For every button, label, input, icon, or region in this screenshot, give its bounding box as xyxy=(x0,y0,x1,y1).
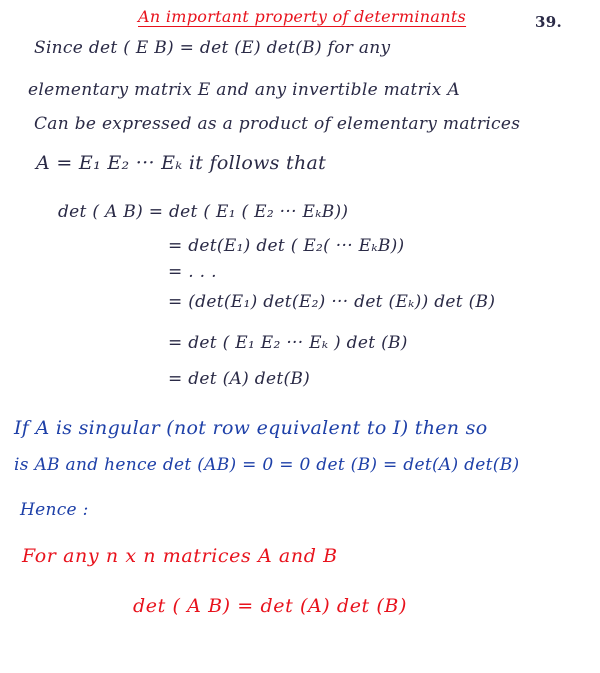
page-number: 39. xyxy=(535,13,562,31)
text-line: A = E₁ E₂ ··· Eₖ it follows that xyxy=(36,152,327,174)
equation-line: = det ( E₁ E₂ ··· Eₖ ) det (B) xyxy=(168,333,408,353)
text-line: elementary matrix E and any invertible matrix A xyxy=(28,80,460,100)
text-line: If A is singular (not row equivalent to I) then so xyxy=(14,417,488,439)
equation-line: = det (A) det(B) xyxy=(168,369,311,389)
text-line: is AB and hence det (AB) = 0 = 0 det (B) = det(A) det(B) xyxy=(14,455,520,475)
text-line: Can be expressed as a product of elementary matrices xyxy=(34,114,521,134)
theorem-formula: det ( A B) = det (A) det (B) xyxy=(133,595,408,617)
equation-line: det ( A B) = det ( E₁ ( E₂ ··· EₖB)) xyxy=(58,202,349,222)
text-line: Since det ( E B) = det (E) det(B) for any xyxy=(34,38,391,58)
equation-line: = . . . xyxy=(168,262,217,282)
equation-line: = det(E₁) det ( E₂( ··· EₖB)) xyxy=(168,236,405,256)
text-line: Hence : xyxy=(20,500,89,520)
theorem-line: For any n x n matrices A and B xyxy=(22,545,338,567)
equation-line: = (det(E₁) det(E₂) ··· det (Eₖ)) det (B) xyxy=(168,292,496,312)
page-title: An important property of determinants xyxy=(138,7,467,26)
